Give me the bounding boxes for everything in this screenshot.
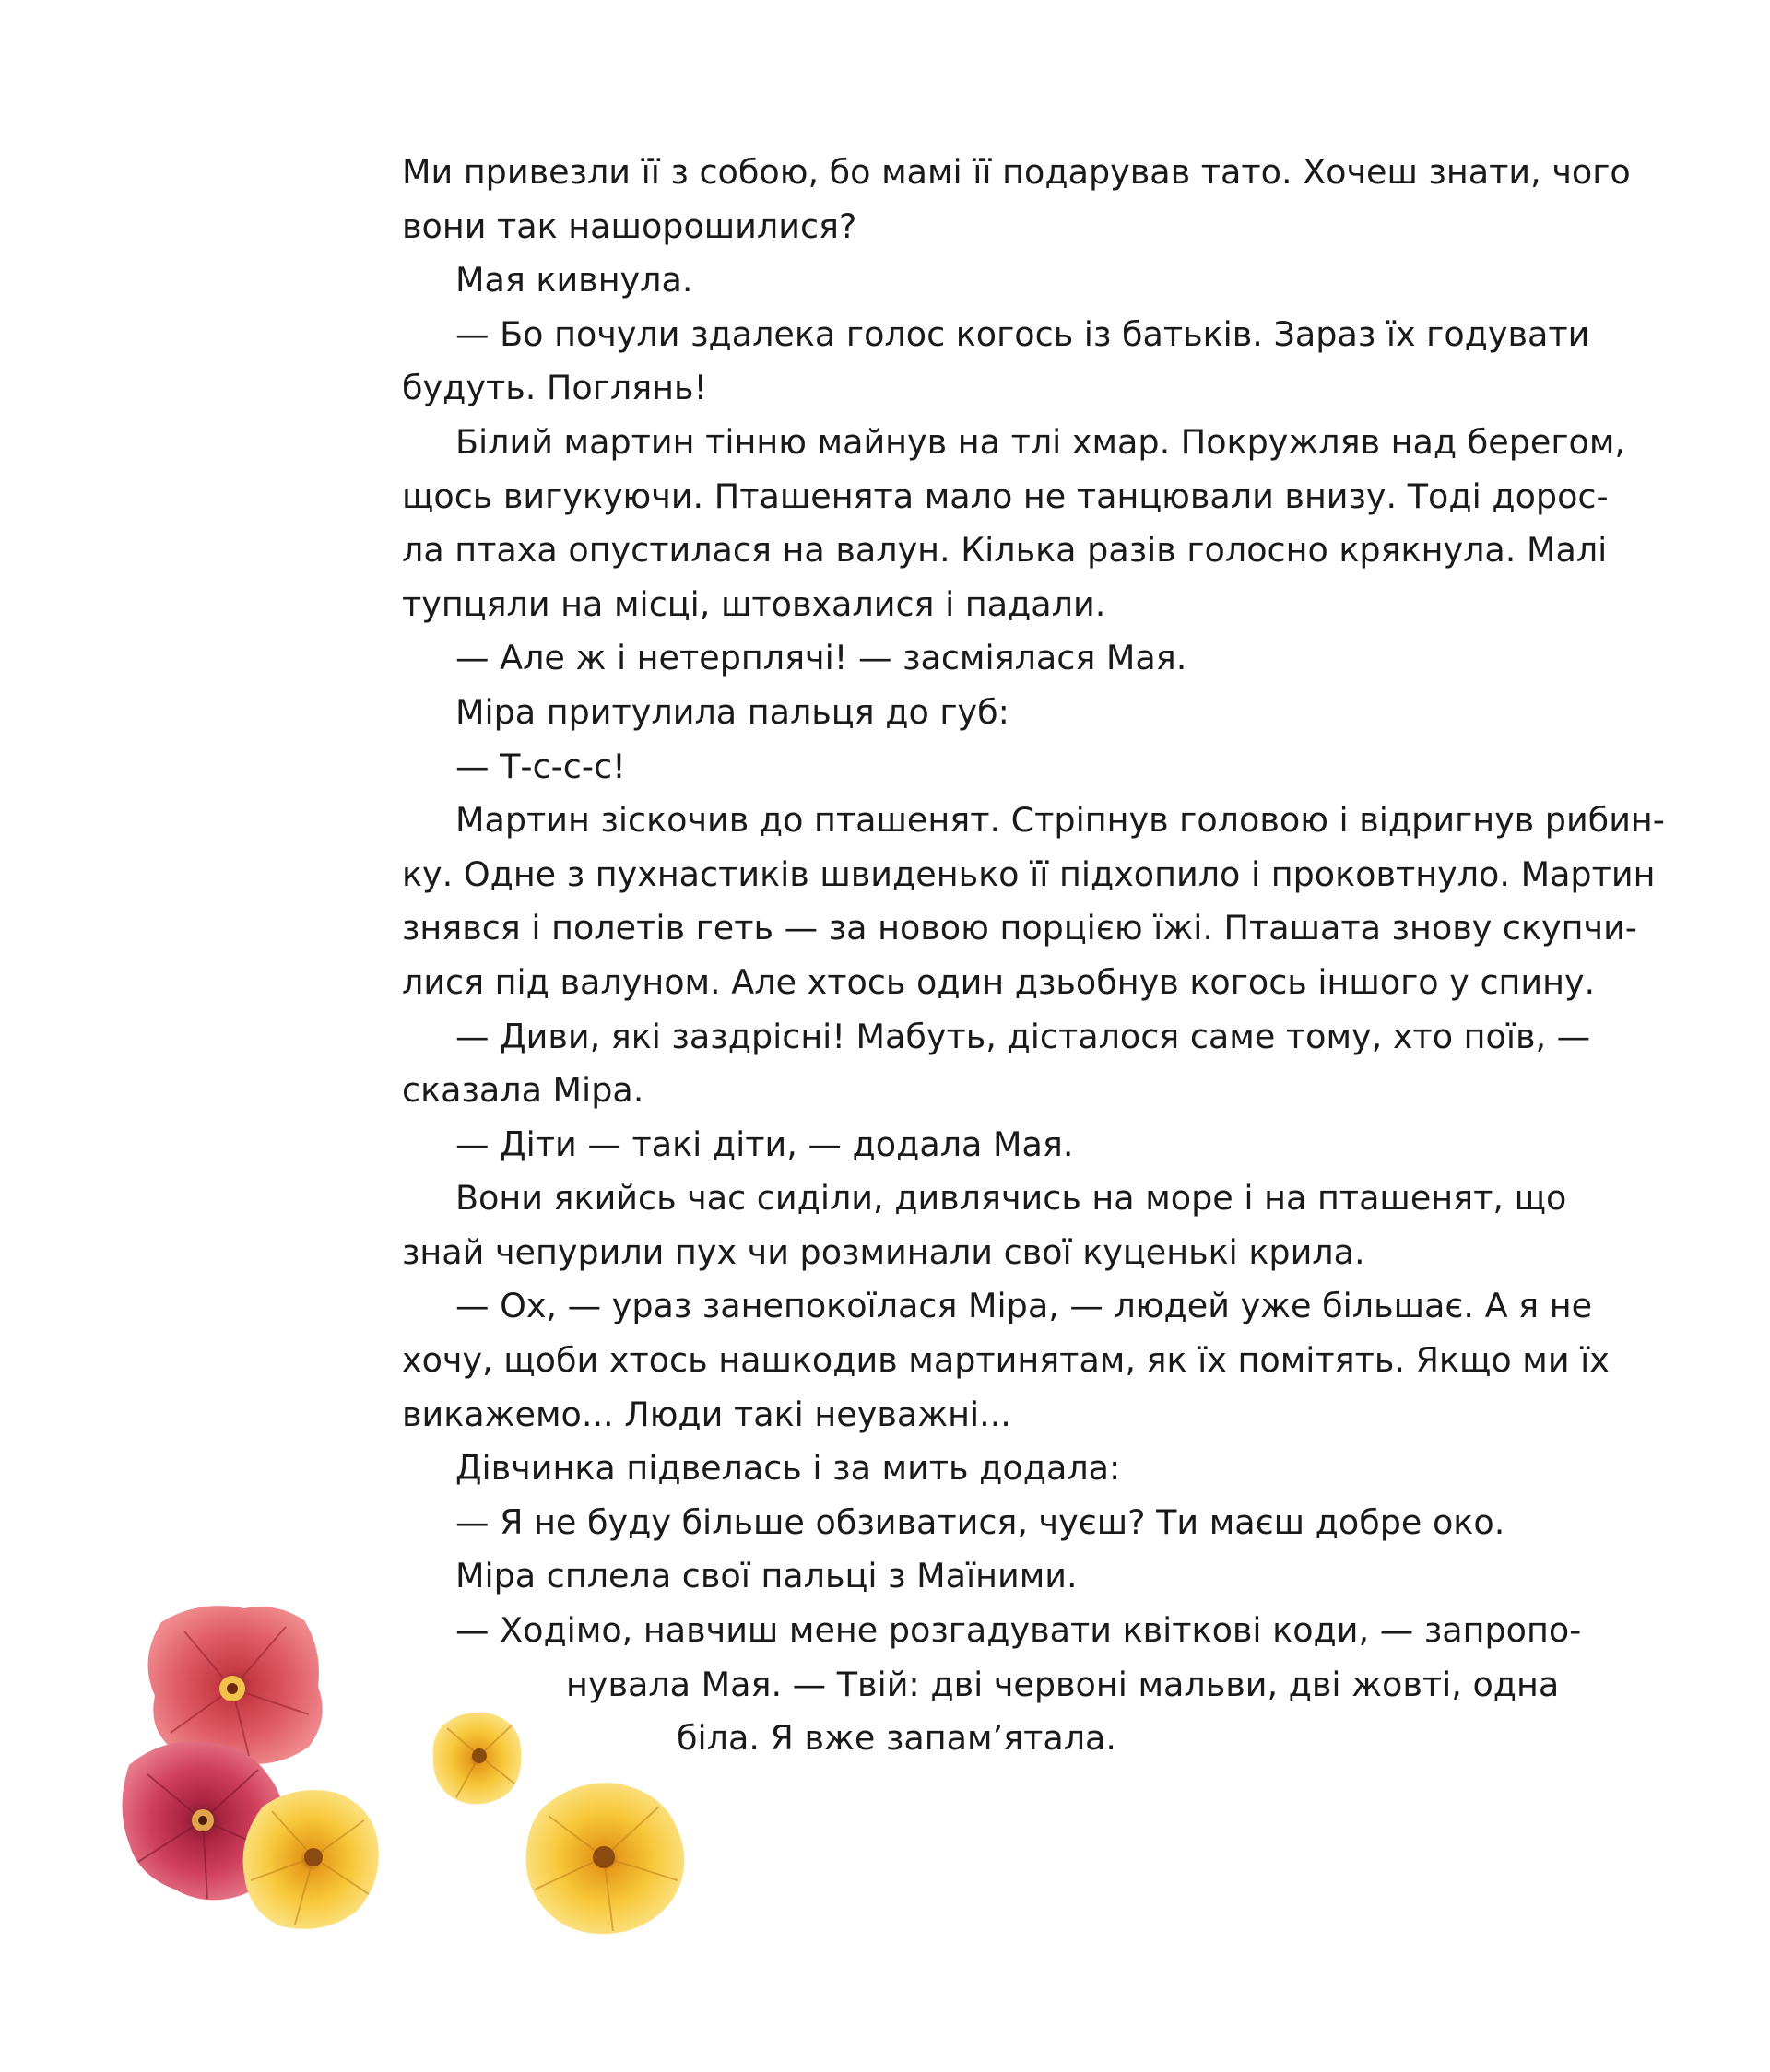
text-line: — Діти — такі діти, — додала Мая. [455,1124,1074,1164]
text-line: лися під валуном. Але хтось один дзьобнув когось іншого у спину. [402,961,1596,1002]
text-line: знявся і полетів геть — за новою порцією їжі. Пташата знову скупчи- [402,908,1637,948]
yellow-mallow-flower-icon [243,1790,379,1929]
text-line: викажемо... Люди такі неуважні... [402,1394,1011,1434]
text-line: Ми привезли її з собою, бо мамі її подарував тато. Хочеш знати, чого [402,152,1631,192]
text-line: Міра сплела свої пальці з Маїними. [455,1556,1078,1596]
text-line: — Ходімо, навчиш мене розгадувати квіткові коди, — запропо- [455,1610,1582,1651]
text-line: щось вигукуючи. Пташенята мало не танцювали внизу. Тоді дорос- [402,476,1609,516]
text-line: — Але ж і нетерплячі! — засміялася Мая. [455,638,1187,678]
text-line: Мартин зіскочив до пташенят. Стріпнув головою і відригнув рибин- [455,800,1665,841]
text-line: будуть. Поглянь! [402,368,708,408]
text-line: Вони якийсь час сиділи, дивлячись на море і на пташенят, що [455,1178,1567,1218]
text-line: тупцяли на місці, штовхалися і падали. [402,583,1106,624]
text-line: — Т-с-с-с! [455,746,626,786]
text-line: нувала Мая. — Твій: дві червоні мальви, дві жовті, одна [566,1664,1560,1704]
text-line: — Я не буду більше обзиватися, чуєш? Ти маєш добре око. [455,1501,1505,1542]
text-line: Дівчинка підвелась і за мить додала: [455,1448,1121,1489]
text-line: хочу, щоби хтось нашкодив мартинятам, як їх помітять. Якщо ми їх [402,1340,1610,1381]
text-line: — Бо почули здалека голос когось із батьків. Зараз їх годувати [455,313,1590,354]
text-line: — Ох, — ураз занепокоїлася Міра, — людей уже більшає. А я не [455,1286,1593,1326]
text-line: Міра притулила пальця до губ: [455,691,1009,732]
text-line: сказала Міра. [402,1070,644,1111]
text-line: знай чепурили пух чи розминали свої куценькі крила. [402,1231,1365,1272]
text-line: біла. Я вже запам’ятала. [677,1718,1116,1759]
text-line: Білий мартин тінню майнув на тлі хмар. Покружляв над берегом, [455,421,1625,462]
text-line: вони так нашорошилися? [402,206,857,246]
red-mallow-flower-icon [148,1606,322,1766]
story-text [402,146,1665,1766]
text-line: Мая кивнула. [455,260,693,300]
text-line: — Диви, які заздрісні! Мабуть, дісталося саме тому, хто поїв, — [455,1016,1591,1056]
text-line: ку. Одне з пухнастиків швиденько її підхопило і проковтнуло. Мартин [402,854,1656,894]
text-line: ла птаха опустилася на валун. Кілька разів голосно крякнула. Малі [402,530,1608,571]
large-yellow-mallow-flower-icon [525,1783,684,1934]
crimson-mallow-flower-icon [123,1741,284,1900]
